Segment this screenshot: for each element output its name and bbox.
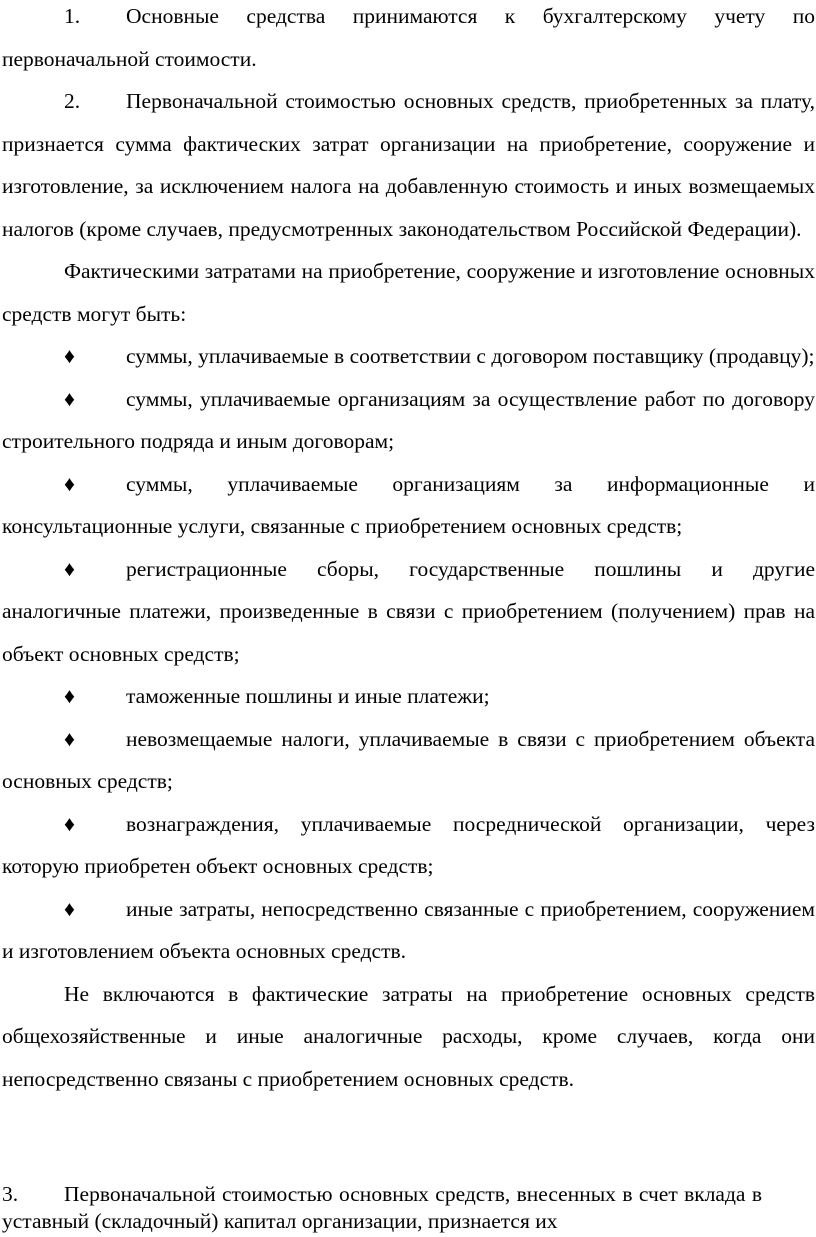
- bullet-text: невозмещаемые налоги, уплачиваемые в связи с приобретением объекта основных средств;: [2, 726, 815, 793]
- bullet-item: [2, 378, 815, 463]
- paragraph-text: Не включаются в фактические затраты на приобретение основных средств общехозяйственные и иные аналогичные расходы, кроме случаев, когда они непосредственно связаны с приобретением основных средств.: [2, 981, 815, 1091]
- diamond-bullet-icon: ♦: [64, 344, 75, 368]
- bullet-text: суммы, уплачиваемые в соответствии с договором поставщику (продавцу);: [126, 344, 815, 368]
- paragraph-text: Основные средства принимаются к бухгалтерскому учету по первоначальной стоимости.: [2, 4, 815, 71]
- bullet-item: [2, 335, 815, 378]
- list-number: 1.: [64, 4, 81, 28]
- main-text-block: [2, 0, 815, 1100]
- bullet-item: [2, 718, 815, 803]
- trailing-text-block: [2, 1181, 762, 1235]
- paragraph-text: Фактическими затратами на приобретение, сооружение и изготовление основных средств могут быть:: [2, 259, 815, 326]
- paragraph-2: [2, 80, 815, 250]
- paragraph-exclusion: [2, 973, 815, 1101]
- diamond-bullet-icon: ♦: [64, 684, 75, 708]
- bullet-text: вознаграждения, уплачиваемые посреднической организации, через которую приобретен объект основных средств;: [2, 811, 815, 878]
- diamond-bullet-icon: ♦: [64, 471, 75, 496]
- bullet-item: [2, 548, 815, 676]
- diamond-bullet-icon: ♦: [64, 811, 75, 836]
- paragraph-text: Первоначальной стоимостью основных средств, приобретенных за плату, признается сумма фактических затрат организации на приобретение, сооружение и изготовление, за исключением налога на добавленную стоимость и иных возмещаемых налогов (кроме случаев, предусмотренных законодательством Российской Федерации).: [2, 89, 815, 241]
- diamond-bullet-icon: ♦: [64, 896, 75, 921]
- paragraph-1: [2, 0, 815, 80]
- bullet-text: суммы, уплачиваемые организациям за осуществление работ по договору строительного подряда и иным договорам;: [2, 386, 815, 453]
- diamond-bullet-icon: ♦: [64, 386, 75, 411]
- bullet-item: [2, 675, 815, 718]
- bullet-item: [2, 463, 815, 548]
- paragraph-3: [2, 250, 815, 335]
- list-number: 2.: [64, 89, 81, 113]
- bullet-item: [2, 803, 815, 888]
- bullet-item: [2, 888, 815, 973]
- paragraph-3-initial-cost: [2, 1181, 762, 1235]
- bullet-text: таможенные пошлины и иные платежи;: [126, 684, 490, 708]
- bullet-text: суммы, уплачиваемые организациям за информационные и консультационные услуги, связанные с приобретением основных средств;: [2, 471, 815, 538]
- paragraph-text: Первоначальной стоимостью основных средств, внесенных в счет вклада в уставный (складочный) капитал организации, признается их: [2, 1182, 762, 1233]
- diamond-bullet-icon: ♦: [64, 556, 75, 581]
- bullet-text: иные затраты, непосредственно связанные с приобретением, сооружением и изготовлением объекта основных средств.: [2, 896, 815, 963]
- bullet-text: регистрационные сборы, государственные пошлины и другие аналогичные платежи, произведенные в связи с приобретением (получением) прав на объект основных средств;: [2, 556, 815, 666]
- list-number: 3.: [2, 1182, 19, 1206]
- diamond-bullet-icon: ♦: [64, 726, 75, 751]
